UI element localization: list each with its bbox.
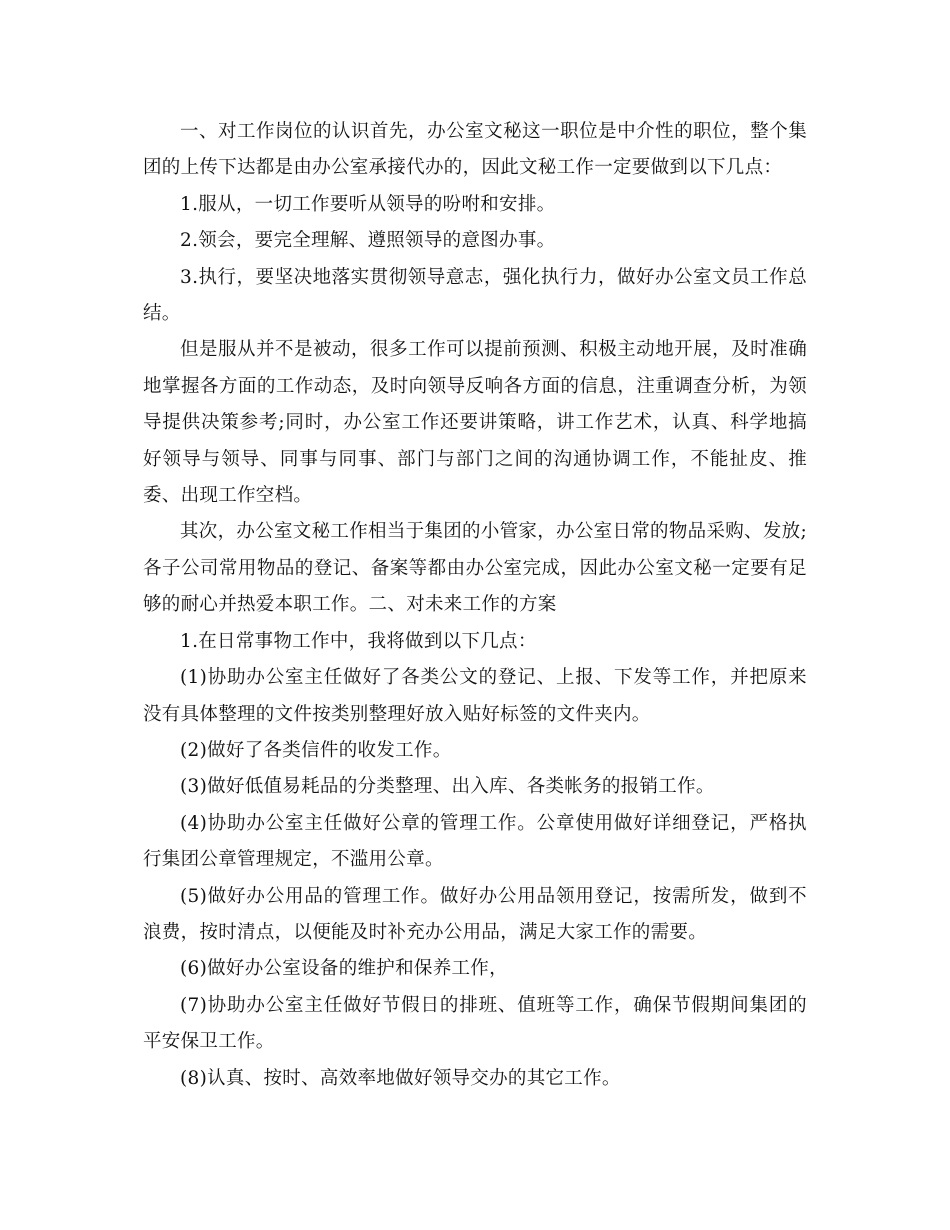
paragraph-item-obey: 1.服从，一切工作要听从领导的吩咐和安排。 xyxy=(180,193,556,215)
list-item-4: (4)协助办公室主任做好公章的管理工作。公章使用做好详细登记，严格执行集团公章管理规定，不滥用公章。 xyxy=(143,812,807,871)
list-item-8: (8)认真、按时、高效率地做好领导交办的其它工作。 xyxy=(180,1067,621,1089)
list-item-2: (2)做好了各类信件的收发工作。 xyxy=(180,739,452,761)
paragraph-daily-affairs: 1.在日常事物工作中，我将做到以下几点： xyxy=(180,630,537,652)
paragraph-proactive-work: 但是服从并不是被动，很多工作可以提前预测、积极主动地开展，及时准确地掌握各方面的工作动态，及时向领导反响各方面的信息，注重调查分析，为领导提供决策参考;同时，办公室工作还要讲策略，讲工作艺术，认真、科学地搞好领导与领导、同事与同事、部门与部门之间的沟通协调工作，不能扯皮、推委、出现工作空档。 xyxy=(143,339,807,507)
paragraph-housekeeping: 其次，办公室文秘工作相当于集团的小管家，办公室日常的物品采购、发放;各子公司常用物品的登记、备案等都由办公室完成，因此办公室文秘一定要有足够的耐心并热爱本职工作。二、对未来工作的方案 xyxy=(143,521,807,616)
list-item-1: (1)协助办公室主任做好了各类公文的登记、上报、下发等工作，并把原来没有具体整理的文件按类别整理好放入贴好标签的文件夹内。 xyxy=(143,667,807,725)
list-item-6: (6)做好办公室设备的维护和保养工作， xyxy=(180,958,508,980)
paragraph-job-understanding: 一、对工作岗位的认识首先，办公室文秘这一职位是中介性的职位，整个集团的上传下达都是由办公室承接代办的，因此文秘工作一定要做到以下几点： xyxy=(143,121,807,179)
paragraph-item-execute: 3.执行，要坚决地落实贯彻领导意志，强化执行力，做好办公室文员工作总结。 xyxy=(143,266,807,325)
list-item-7: (7)协助办公室主任做好节假日的排班、值班等工作，确保节假期间集团的平安保卫工作。 xyxy=(143,994,807,1053)
document-body xyxy=(143,114,807,1097)
paragraph-item-comprehend: 2.领会，要完全理解、遵照领导的意图办事。 xyxy=(180,230,556,252)
list-item-3: (3)做好低值易耗品的分类整理、出入库、各类帐务的报销工作。 xyxy=(180,776,715,798)
list-item-5: (5)做好办公用品的管理工作。做好办公用品领用登记，按需所发，做到不浪费，按时清点，以便能及时补充办公用品，满足大家工作的需要。 xyxy=(143,885,807,943)
